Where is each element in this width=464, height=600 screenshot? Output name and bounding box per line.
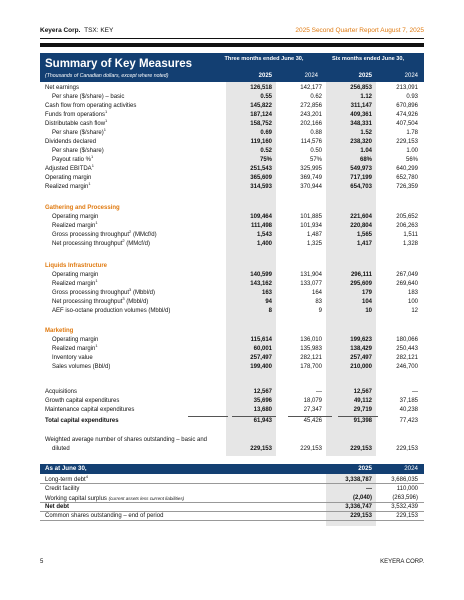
label-text: Adjusted EBITDA [45, 166, 92, 172]
value-cell: — [366, 486, 372, 492]
label-text: Gross processing throughput [52, 232, 130, 238]
section-header [40, 204, 424, 213]
value-cell: 178,700 [300, 364, 322, 370]
value-cell: 0.88 [310, 130, 322, 136]
value-cell: 1,487 [306, 232, 322, 238]
value-cell: 1,417 [356, 241, 372, 247]
table-row [40, 138, 424, 147]
value-cell: 158,752 [250, 121, 272, 127]
header-rule [40, 38, 424, 39]
row-label [45, 388, 77, 397]
value-cell: 3,336,747 [345, 504, 372, 510]
label-text: Cash flow from operating activities [45, 103, 137, 109]
value-cell: 370,944 [300, 184, 322, 190]
label-text: Marketing [45, 328, 74, 334]
group-six-months: Six months ended June 30, [331, 56, 405, 62]
value-cell: 35,696 [253, 398, 272, 404]
value-cell: 250,443 [396, 346, 418, 352]
row-label [52, 93, 124, 102]
balance-rule [40, 511, 424, 512]
table-row [40, 406, 424, 415]
value-cell: 37,185 [399, 398, 418, 404]
table-row [40, 156, 424, 165]
value-cell: 474,926 [396, 112, 418, 118]
row-label [52, 222, 98, 231]
label-text: Net debt [45, 504, 69, 510]
row-label [52, 280, 98, 289]
section-header [40, 327, 424, 336]
value-cell: 256,853 [350, 85, 372, 91]
table-row [40, 354, 424, 363]
value-cell: 60,001 [253, 346, 272, 352]
label-text: Working capital surplus [45, 496, 107, 502]
value-cell: 142,177 [300, 85, 322, 91]
label-text: Sales volumes (Bbl/d) [52, 364, 111, 370]
table-row [40, 345, 424, 354]
label-text: Realized margin [52, 223, 96, 229]
value-cell: 83 [315, 299, 322, 305]
value-cell: 101,934 [300, 223, 322, 229]
table-row [40, 436, 424, 445]
value-cell: 0.55 [260, 94, 272, 100]
balance-header-label: As at June 30, [45, 465, 87, 472]
value-cell: 652,780 [396, 175, 418, 181]
value-cell: 68% [359, 157, 372, 163]
value-cell: 77,423 [399, 418, 418, 424]
table-title: Summary of Key Measures [45, 58, 193, 70]
value-cell: 1,400 [256, 241, 272, 247]
footnote-marker: 1 [105, 109, 108, 114]
value-cell: 269,640 [396, 281, 418, 287]
row-label [52, 147, 104, 156]
row-label [45, 111, 107, 120]
balance-rule [40, 520, 424, 521]
value-cell: 143,162 [250, 281, 272, 287]
label-text: Per share ($/share) [52, 130, 104, 136]
value-cell: 56% [405, 157, 418, 163]
company-ticker [40, 27, 113, 34]
value-cell: 110,000 [396, 486, 418, 492]
value-cell: 296,111 [350, 272, 372, 278]
label-text: Liquids Infrastructure [45, 263, 108, 269]
table-row [40, 120, 424, 129]
value-cell: 229,153 [396, 139, 418, 145]
table-row [40, 417, 424, 426]
value-cell: 8 [268, 308, 272, 314]
value-cell: 18,079 [303, 398, 322, 404]
value-cell: 282,121 [300, 355, 322, 361]
value-cell: 187,124 [250, 112, 272, 118]
label-text: Weighted average number of shares outstanding – basic and [45, 437, 207, 443]
value-cell: 267,049 [396, 272, 418, 278]
row-label [52, 156, 93, 165]
value-cell: 0.52 [260, 148, 272, 154]
value-cell: 549,973 [350, 166, 372, 172]
value-cell: 12,567 [353, 389, 372, 395]
label-text: Growth capital expenditures [45, 398, 120, 404]
label-text: AEF iso-octane production volumes (Mbbl/d) [52, 308, 171, 314]
group-three-months: Three months ended June 30, [224, 56, 304, 62]
report-title: 2025 Second Quarter Report August 7, 2025 [295, 27, 424, 34]
row-label [52, 336, 98, 345]
label-unit: (Mbbl/d) [124, 299, 149, 305]
value-cell: 199,400 [250, 364, 272, 370]
table-row [40, 102, 424, 111]
value-cell: 114,576 [300, 139, 322, 145]
row-label [52, 354, 93, 363]
value-cell: — [316, 389, 322, 395]
table-row [40, 289, 424, 298]
balance-year-2: 2024 [404, 465, 418, 472]
row-label [52, 445, 70, 454]
value-cell: 12,567 [253, 389, 272, 395]
table-subtitle: (Thousands of Canadian dollars, except where noted) [45, 73, 169, 79]
value-cell: 126,518 [250, 85, 272, 91]
label-text: Long-term debt [45, 477, 86, 483]
value-cell: (263,596) [392, 495, 418, 501]
value-cell: 272,856 [300, 103, 322, 109]
footnote-marker: 1 [91, 154, 94, 159]
table-row [40, 129, 424, 138]
value-cell: 229,153 [350, 446, 372, 452]
value-cell: 180,066 [396, 337, 418, 343]
value-cell: 75% [259, 157, 272, 163]
value-cell: 183 [407, 290, 418, 296]
label-note: (current assets less current liabilities) [108, 496, 185, 501]
label-text: Total capital expenditures [45, 418, 119, 424]
value-cell: 199,623 [350, 337, 372, 343]
value-cell: 164 [311, 290, 322, 296]
table-row [40, 280, 424, 289]
company-name: Keyera Corp. [40, 27, 81, 34]
label-unit: (MMcf/d) [124, 241, 150, 247]
value-cell: 140,599 [250, 272, 272, 278]
section-label [45, 262, 107, 271]
table-row [40, 165, 424, 174]
value-cell: 726,359 [396, 184, 418, 190]
value-cell: 229,153 [396, 513, 418, 519]
label-text: diluted [52, 446, 70, 452]
value-cell: 205,652 [396, 214, 418, 220]
table-row [40, 445, 424, 454]
value-cell: 325,995 [300, 166, 322, 172]
footnote-marker: 1 [91, 163, 94, 168]
table-row [40, 231, 424, 240]
footnote-marker: 1 [95, 343, 98, 348]
value-cell: 1.12 [360, 94, 372, 100]
row-label [45, 120, 107, 129]
value-cell: 246,700 [396, 364, 418, 370]
value-cell: 119,160 [250, 139, 272, 145]
table-row [40, 222, 424, 231]
table-row [40, 183, 424, 192]
value-cell: 1,328 [402, 241, 418, 247]
value-cell: 369,749 [300, 175, 322, 181]
value-cell: 45,426 [303, 418, 322, 424]
value-cell: 29,719 [353, 407, 372, 413]
table-header [40, 53, 424, 82]
value-cell: 91,398 [353, 418, 372, 424]
label-text: Operating margin [52, 214, 99, 220]
value-cell: 0.62 [310, 94, 322, 100]
value-cell: 135,983 [300, 346, 322, 352]
value-cell: 1.52 [360, 130, 372, 136]
value-cell: 229,153 [396, 446, 418, 452]
footnote-marker: 1 [88, 181, 91, 186]
value-cell: 257,497 [350, 355, 372, 361]
balance-rule [40, 483, 424, 484]
footnote-marker: 1 [103, 127, 106, 132]
table-row [40, 147, 424, 156]
row-label [45, 102, 136, 111]
value-cell: 295,609 [350, 281, 372, 287]
value-cell: 210,000 [350, 364, 372, 370]
row-label [45, 397, 119, 406]
value-cell: 243,201 [300, 112, 322, 118]
value-cell: 136,010 [300, 337, 322, 343]
year-col-4: 2024 [404, 73, 418, 79]
footer-company: KEYERA CORP. [380, 559, 424, 565]
label-text: Credit facility [45, 486, 80, 492]
value-cell: 3,686,035 [391, 477, 418, 483]
value-cell: 109,464 [250, 214, 272, 220]
value-cell: 213,091 [396, 85, 418, 91]
value-cell: 251,543 [250, 166, 272, 172]
footnote-marker: 3 [129, 287, 132, 292]
value-cell: 1,543 [256, 232, 272, 238]
ticker: TSX: KEY [84, 27, 114, 34]
label-text: Net processing throughput [52, 299, 123, 305]
label-text: Distributable cash flow [45, 121, 106, 127]
value-cell: 100 [407, 299, 418, 305]
label-text: Payout ratio % [52, 157, 92, 163]
row-label [45, 417, 119, 426]
table-row [40, 307, 424, 316]
year-col-2: 2024 [304, 73, 318, 79]
label-text: Common shares outstanding – end of period [45, 513, 164, 519]
label-text: Funds from operations [45, 112, 106, 118]
value-cell: 163 [261, 290, 272, 296]
table-row [40, 111, 424, 120]
value-cell: 314,593 [250, 184, 272, 190]
value-cell: 49,112 [353, 398, 372, 404]
value-cell: 654,703 [350, 184, 372, 190]
label-unit: (Mbbl/d) [131, 290, 155, 296]
label-unit: (MMcf/d) [131, 232, 157, 238]
table-row [40, 388, 424, 397]
row-label [52, 345, 98, 354]
value-cell: 282,121 [396, 355, 418, 361]
value-cell: 94 [265, 299, 272, 305]
value-cell: 407,504 [396, 121, 418, 127]
value-cell: 61,943 [253, 418, 272, 424]
value-cell: 0.69 [260, 130, 272, 136]
label-text: Inventory value [52, 355, 93, 361]
value-cell: — [412, 389, 418, 395]
label-text: Realized margin [52, 346, 96, 352]
value-cell: 115,614 [250, 337, 272, 343]
row-label [52, 231, 157, 240]
label-text: Dividends declared [45, 139, 97, 145]
total-rule [188, 416, 228, 417]
table-row [40, 174, 424, 183]
label-text: Operating margin [52, 272, 99, 278]
value-cell: 12 [411, 308, 418, 314]
value-cell: 640,299 [396, 166, 418, 172]
value-cell: 138,429 [350, 346, 372, 352]
row-label [45, 174, 91, 183]
value-cell: 133,077 [300, 281, 322, 287]
value-cell: 145,822 [250, 103, 272, 109]
row-label [45, 165, 94, 174]
label-text: Net earnings [45, 85, 80, 91]
section-label [45, 204, 120, 213]
row-label [45, 138, 96, 147]
value-cell: (2,040) [352, 495, 372, 501]
footnote-marker: 1 [95, 220, 98, 225]
value-cell: 3,532,439 [391, 504, 418, 510]
row-label [52, 363, 110, 372]
value-cell: 311,147 [350, 103, 372, 109]
row-label [52, 129, 106, 138]
total-rule [232, 416, 276, 417]
value-cell: 717,199 [350, 175, 372, 181]
year-col-3: 2025 [358, 73, 372, 79]
value-cell: 0.93 [406, 94, 418, 100]
row-label [45, 183, 91, 192]
row-label [52, 271, 98, 280]
value-cell: 1,565 [356, 232, 372, 238]
label-text: Operating margin [52, 337, 99, 343]
value-cell: 221,604 [350, 214, 372, 220]
table-row [40, 84, 424, 93]
value-cell: 57% [309, 157, 322, 163]
row-label [52, 289, 155, 298]
table-row [40, 93, 424, 102]
label-text: Realized margin [45, 184, 89, 190]
value-cell: 1.00 [406, 148, 418, 154]
value-cell: 131,904 [300, 272, 322, 278]
row-label [45, 485, 79, 494]
value-cell: 238,320 [350, 139, 372, 145]
label-text: Realized margin [52, 281, 96, 287]
label-text: Operating margin [45, 175, 92, 181]
value-cell: 670,896 [396, 103, 418, 109]
table-row [40, 298, 424, 307]
label-text: Maintenance capital expenditures [45, 407, 135, 413]
value-cell: 257,497 [250, 355, 272, 361]
value-cell: 10 [365, 308, 372, 314]
value-cell: 27,347 [303, 407, 322, 413]
value-cell: 229,153 [300, 446, 322, 452]
table-row [40, 363, 424, 372]
label-text: Per share ($/share) [52, 148, 104, 154]
value-cell: 229,153 [350, 513, 372, 519]
value-cell: 365,609 [250, 175, 272, 181]
value-cell: 206,263 [396, 223, 418, 229]
row-label [45, 406, 134, 415]
value-cell: 101,885 [300, 214, 322, 220]
footnote-marker: 1 [95, 278, 98, 283]
value-cell: 3,338,787 [345, 477, 372, 483]
page-header [40, 27, 424, 37]
row-label [52, 213, 98, 222]
section-header [40, 262, 424, 271]
footnote-marker: 2 [129, 229, 132, 234]
footnote-marker: 4 [85, 474, 88, 479]
value-cell: 9 [318, 308, 322, 314]
value-cell: 1,325 [306, 241, 322, 247]
footnote-marker: 2 [122, 238, 125, 243]
year-col-1: 2025 [258, 73, 272, 79]
value-cell: 202,166 [300, 121, 322, 127]
row-label [45, 436, 207, 445]
table-row [40, 240, 424, 249]
value-cell: 1.04 [360, 148, 372, 154]
label-text: Acquisitions [45, 389, 78, 395]
table-row [40, 397, 424, 406]
value-cell: 348,331 [350, 121, 372, 127]
value-cell: 13,680 [253, 407, 272, 413]
label-text: Gathering and Processing [45, 205, 120, 211]
row-label [52, 240, 150, 249]
row-label [52, 298, 148, 307]
header-thick-rule [40, 43, 424, 47]
section-label [45, 327, 73, 336]
total-rule [288, 416, 332, 417]
total-rule [338, 416, 378, 417]
balance-rule [40, 502, 424, 503]
label-text: Gross processing throughput [52, 290, 130, 296]
value-cell: 1,511 [403, 232, 418, 238]
value-cell: 220,804 [350, 223, 372, 229]
value-cell: 1.78 [406, 130, 418, 136]
balance-row [40, 485, 424, 494]
value-cell: 0.50 [310, 148, 322, 154]
balance-header [40, 464, 424, 474]
footnote-marker: 3 [122, 296, 125, 301]
value-cell: 111,498 [250, 223, 272, 229]
page-number: 5 [40, 559, 44, 565]
value-cell: 179 [361, 290, 372, 296]
label-text: Per share ($/share) – basic [52, 94, 125, 100]
value-cell: 40,238 [399, 407, 418, 413]
balance-year-1: 2025 [358, 465, 372, 472]
footnote-marker: 1 [105, 118, 108, 123]
label-text: Net processing throughput [52, 241, 123, 247]
value-cell: 409,361 [350, 112, 372, 118]
value-cell: 104 [361, 299, 372, 305]
row-label [45, 84, 79, 93]
value-cell: 229,153 [250, 446, 272, 452]
row-label [52, 307, 170, 316]
